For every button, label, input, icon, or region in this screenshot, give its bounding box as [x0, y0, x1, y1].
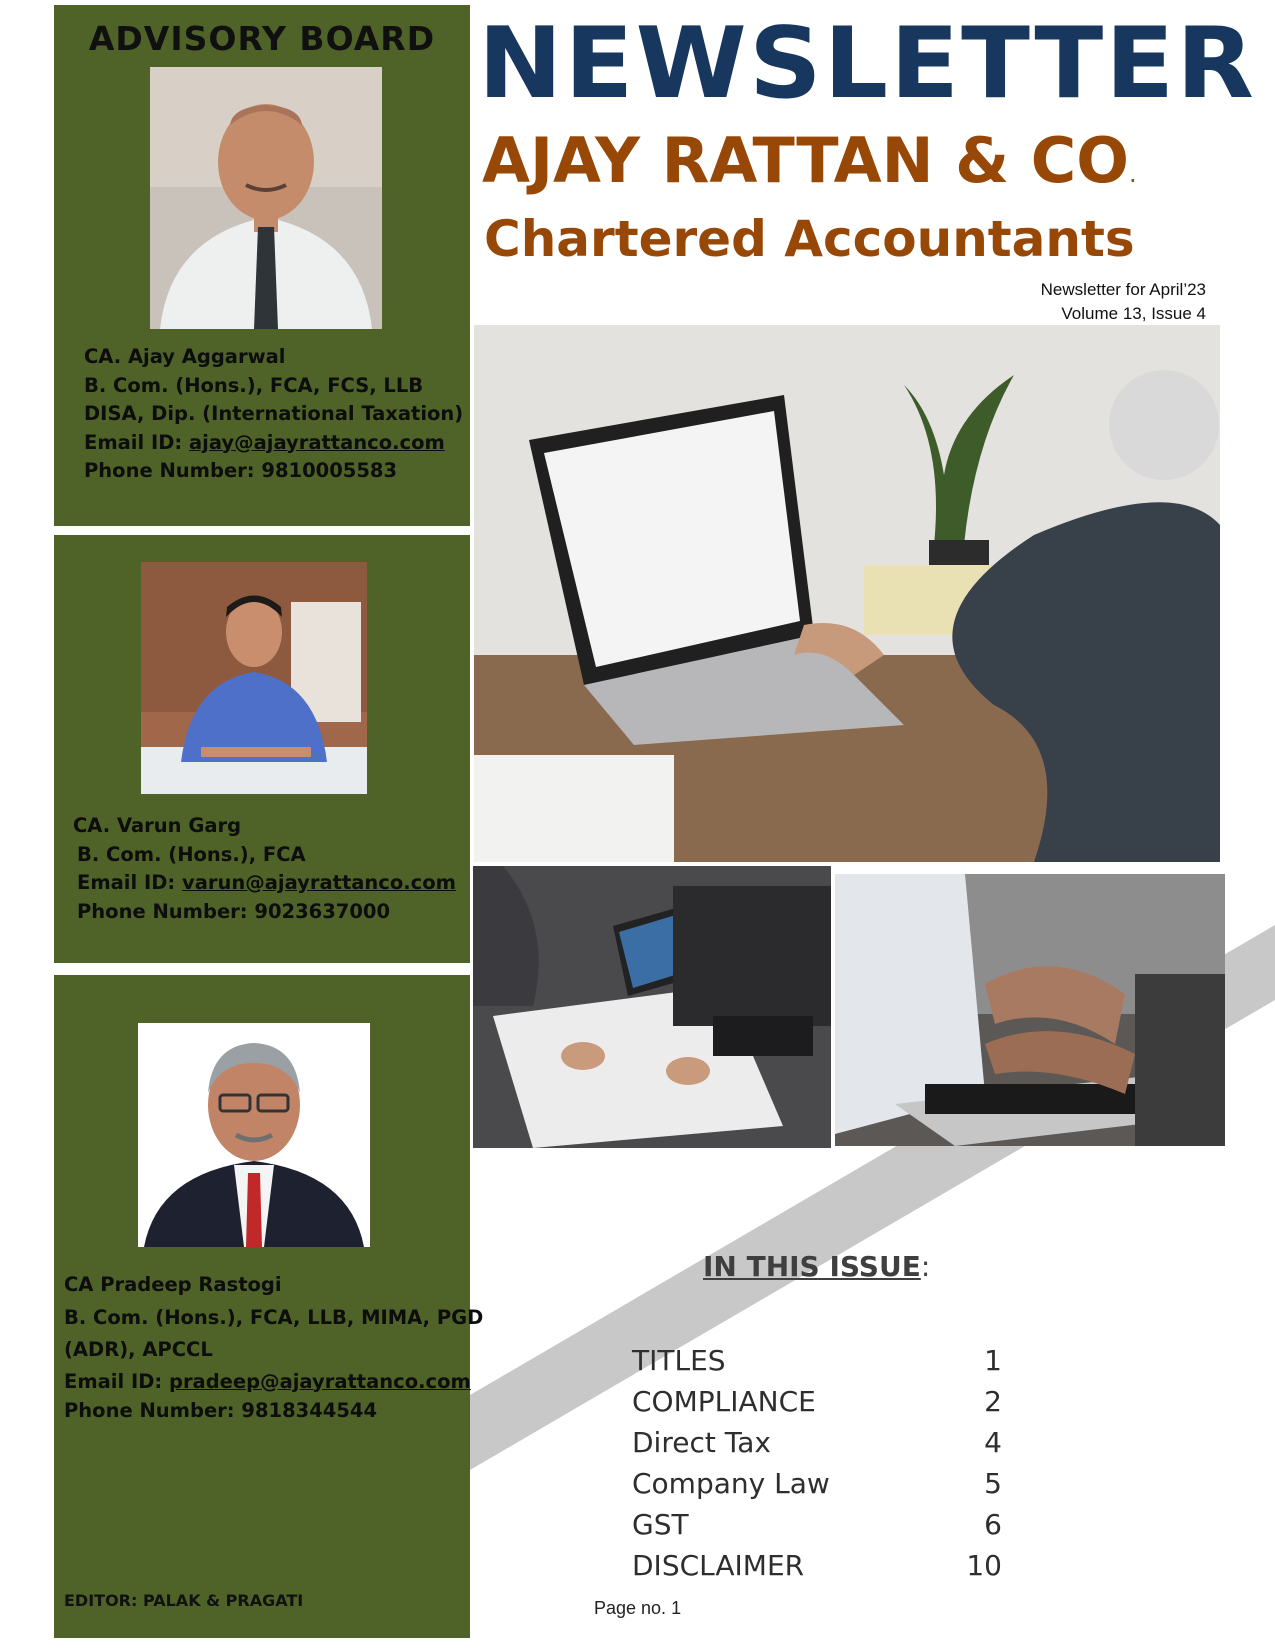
toc-item[interactable]: [632, 1467, 1002, 1508]
email-link[interactable]: pradeep@ajayrattanco.com: [168, 1369, 471, 1393]
firm-name-dot: .: [1129, 160, 1137, 188]
advisory-panel-2: [54, 535, 470, 963]
member-phone: Phone Number: 9818344544: [64, 1398, 378, 1422]
toc-item[interactable]: [632, 1344, 1002, 1385]
advisory-board-title: ADVISORY BOARD: [88, 19, 436, 58]
in-this-issue-heading: [703, 1250, 930, 1283]
in-this-issue-colon: :: [920, 1250, 931, 1283]
email-link[interactable]: varun@ajayrattanco.com: [181, 871, 456, 894]
in-this-issue-text: IN THIS ISSUE: [703, 1250, 921, 1283]
member-info-2: [73, 812, 456, 926]
advisory-panel-3: [54, 975, 484, 1638]
advisory-panel-1: [54, 5, 470, 526]
toc-label: DISCLAIMER: [632, 1549, 805, 1582]
toc-item[interactable]: [632, 1385, 1002, 1426]
toc-page: 6: [984, 1508, 1002, 1541]
toc-page: 4: [984, 1426, 1002, 1459]
newsletter-title: NEWSLETTER: [478, 7, 1257, 121]
member-phone: Phone Number: 9023637000: [77, 899, 391, 923]
issue-volume: Volume 13, Issue 4: [1061, 304, 1206, 323]
photo-ajay-aggarwal: [150, 67, 382, 329]
editor-credit: EDITOR: PALAK & PRAGATI: [64, 1591, 304, 1610]
email-label: Email ID:: [64, 1369, 169, 1393]
member-name: CA Pradeep Rastogi: [64, 1273, 282, 1296]
firm-name: [482, 124, 1137, 197]
toc-label: GST: [632, 1508, 689, 1541]
member-email-row: [73, 869, 456, 898]
toc-item[interactable]: [632, 1549, 1002, 1590]
typing-laptop-photo: [835, 874, 1225, 1146]
member-info-1: [84, 343, 463, 486]
toc-label: TITLES: [632, 1344, 726, 1377]
hero-laptop-photo: [474, 325, 1220, 862]
email-label: Email ID:: [84, 430, 189, 454]
photo-pradeep-rastogi: [138, 1023, 370, 1247]
email-label: Email ID:: [77, 871, 182, 894]
email-link[interactable]: ajay@ajayrattanco.com: [188, 430, 445, 454]
team-meeting-photo: [473, 866, 831, 1148]
member-qualification: (ADR), APCCL: [64, 1338, 213, 1361]
photo-varun-garg: [141, 562, 367, 794]
toc-page: 10: [966, 1549, 1002, 1582]
issue-meta: [1041, 278, 1206, 326]
toc-page: 5: [984, 1467, 1002, 1500]
toc-item[interactable]: [632, 1508, 1002, 1549]
page-number: Page no. 1: [594, 1598, 682, 1618]
member-email-row: [84, 429, 463, 458]
table-of-contents: [632, 1344, 1002, 1590]
member-info-3: [64, 1269, 483, 1425]
member-qualification: DISA, Dip. (International Taxation): [84, 402, 464, 425]
toc-item[interactable]: [632, 1426, 1002, 1467]
toc-label: COMPLIANCE: [632, 1385, 816, 1418]
firm-name-text: AJAY RATTAN & CO: [482, 124, 1130, 197]
toc-page: 1: [984, 1344, 1002, 1377]
member-name: CA. Ajay Aggarwal: [84, 345, 286, 368]
toc-label: Company Law: [632, 1467, 830, 1500]
toc-label: Direct Tax: [632, 1426, 771, 1459]
member-qualification: B. Com. (Hons.), FCA, FCS, LLB: [84, 373, 424, 397]
member-email-row: [64, 1367, 483, 1396]
member-qualification: B. Com. (Hons.), FCA: [77, 842, 306, 866]
firm-subtitle: Chartered Accountants: [484, 210, 1135, 268]
issue-month: Newsletter for April’23: [1040, 280, 1206, 299]
toc-page: 2: [984, 1385, 1002, 1418]
member-qualification: B. Com. (Hons.), FCA, LLB, MIMA, PGD: [64, 1305, 484, 1329]
member-phone: Phone Number: 9810005583: [84, 459, 398, 482]
member-name: CA. Varun Garg: [73, 814, 242, 837]
